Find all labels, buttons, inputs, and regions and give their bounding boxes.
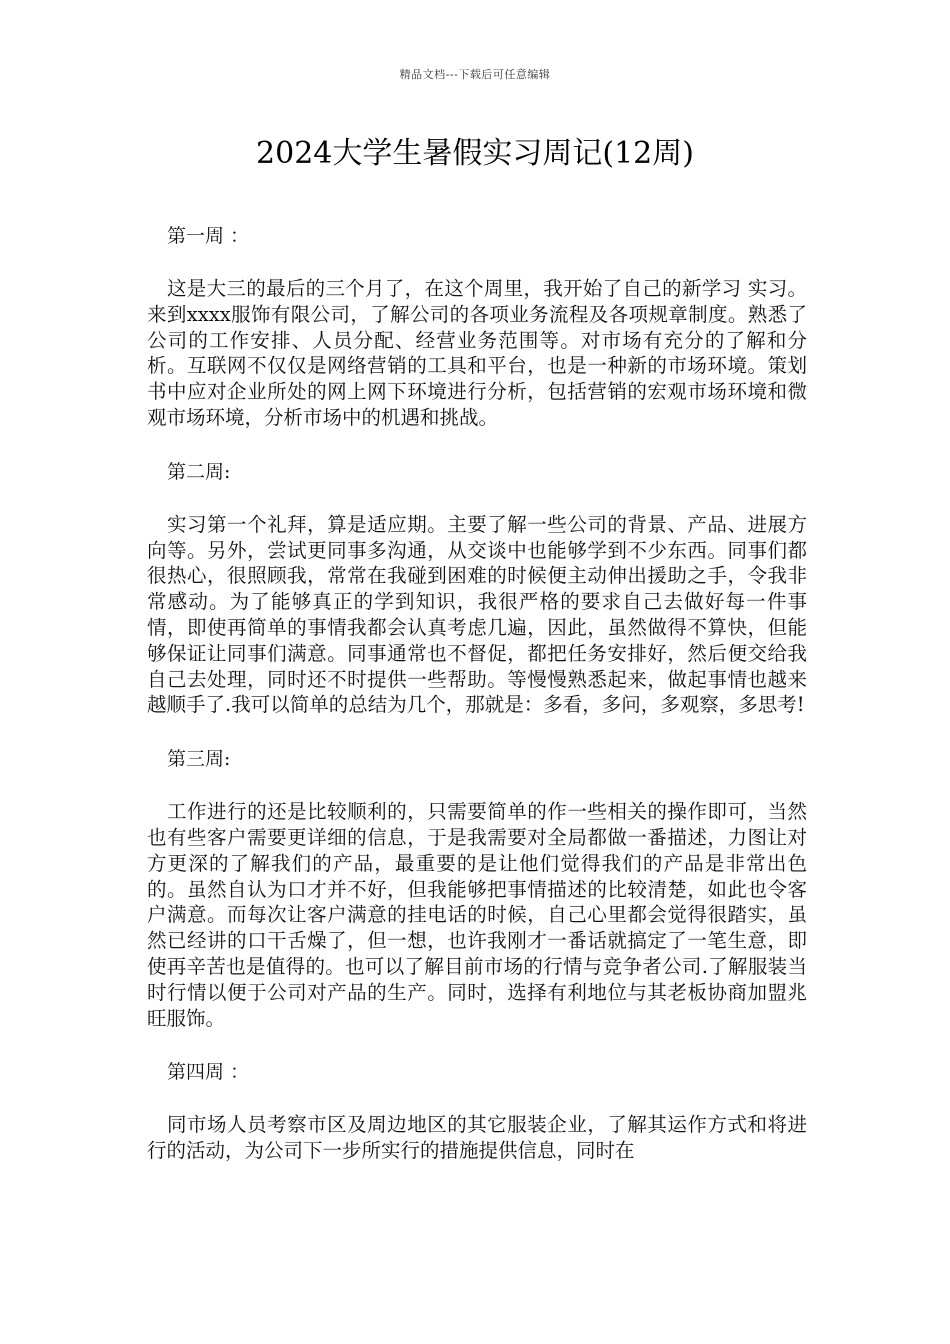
week-1-paragraph: 这是大三的最后的三个月了，在这个周里，我开始了自己的新学习 实习。来到xxxx服饰有限公司，了解公司的各项业务流程及各项规章制度。熟悉了公司的工作安排、人员分配、经营业务范围等。对市场有充分的了解和分析。互联网不仅仅是网络营销的工具和平台，也是一种新的市场环境。策划书中应对企业所处的网上网下环境进行分析，包括营销的宏观市场环境和微观市场环境，分析市场中的机遇和挑战。 <box>147 277 807 429</box>
week-2-paragraph: 实习第一个礼拜，算是适应期。主要了解一些公司的背景、产品、进展方向等。另外，尝试更同事多沟通，从交谈中也能够学到不少东西。同事们都很热心，很照顾我，常常在我碰到困难的时候便主动伸出援助之手，令我非常感动。为了能够真正的学到知识，我很严格的要求自己去做好每一件事情，即使再简单的事情我都会认真考虑几遍，因此，虽然做得不算快，但能够保证让同事们满意。同事通常也不督促，都把任务安排好，然后便交给我自己去处理，同时还不时提供一些帮助。等慢慢熟悉起来，做起事情也越来越顺手了.我可以简单的总结为几个，那就是：多看，多问，多观察，多思考! <box>147 512 807 717</box>
document-body <box>147 222 807 1191</box>
week-1-heading: 第一周 ： <box>167 225 250 247</box>
week-3-paragraph: 工作进行的还是比较顺利的，只需要简单的作一些相关的操作即可，当然也有些客户需要更详细的信息，于是我需要对全局都做一番描述，力图让对方更深的了解我们的产品，最重要的是让他们觉得我们的产品是非常出色的。虽然自认为口才并不好，但我能够把事情描述的比较清楚，如此也令客户满意。而每次让客户满意的挂电话的时候，自己心里都会觉得很踏实，虽然已经讲的口干舌燥了，但一想，也许我刚才一番话就搞定了一笔生意，即使再辛苦也是值得的。也可以了解目前市场的行情与竞争者公司.了解服装当时行情以便于公司对产品的生产。同时，选择有利地位与其老板协商加盟兆旺服饰。 <box>147 800 807 1030</box>
week-3-heading: 第三周: <box>167 748 231 771</box>
page-title: 2024大学生暑假实习周记(12周) <box>256 136 694 171</box>
week-2-heading: 第二周: <box>167 460 231 483</box>
header-note: 精品文档---下载后可任意编辑 <box>399 68 551 81</box>
week-4-heading: 第四周 ： <box>167 1061 250 1084</box>
week-4-paragraph: 同市场人员考察市区及周边地区的其它服装企业，了解其运作方式和将进行的活动，为公司下一步所实行的措施提供信息，同时在 <box>147 1113 807 1163</box>
